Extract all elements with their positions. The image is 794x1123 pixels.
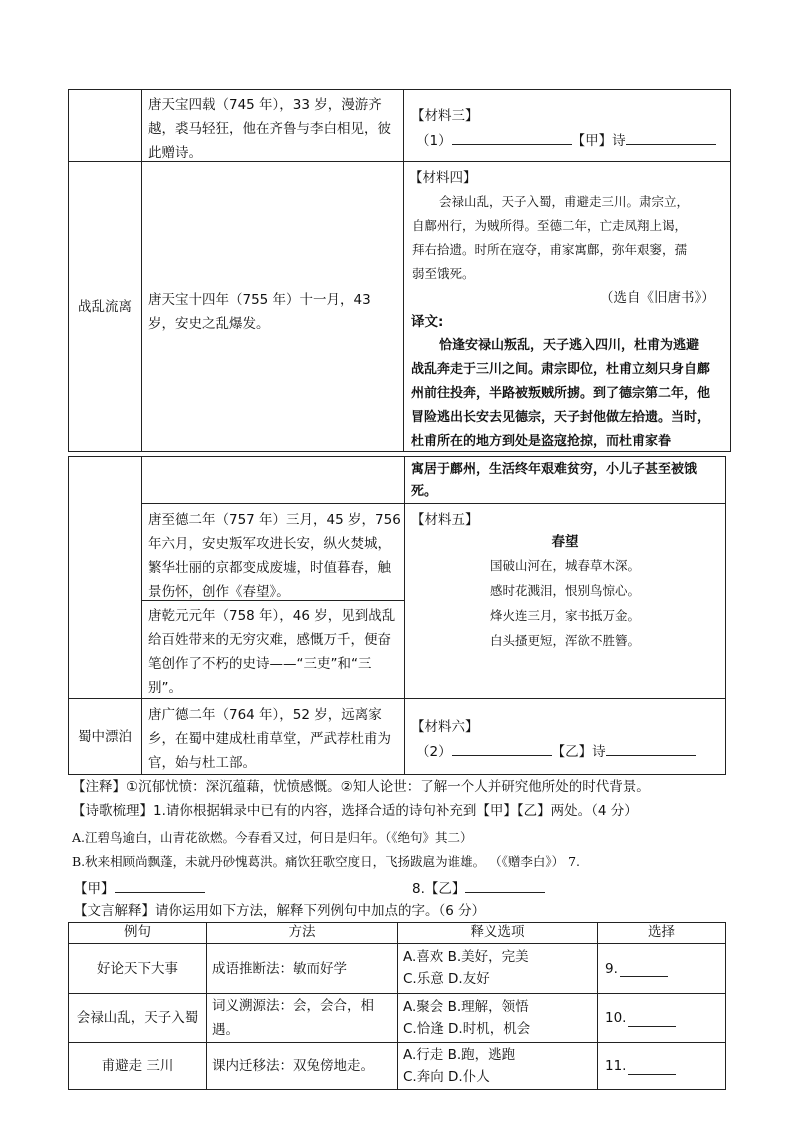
example-10: 会禄山乱，天子入蜀 (76, 1010, 199, 1026)
yi-label: 【乙】诗 (551, 744, 606, 760)
poem-option-b: B.秋来相顾尚飘蓬，未就丹砂愧葛洪。痛饮狂歌空度日，飞扬跋扈为谁雄。 （《赠李白》） 7. (72, 854, 581, 869)
yi-blank-tail (606, 739, 696, 756)
poem-option-a: A.江碧鸟逾白，山青花欲燃。今春看又过，何日是归年。（《绝句》其二） (72, 830, 473, 845)
header-options: 释义选项 (470, 924, 525, 940)
material-5-title: 【材料五】 (411, 512, 479, 528)
header-method: 方法 (288, 924, 316, 940)
event-755: 唐天宝十四年（755 年）十一月，43 岁，安史之乱爆发。 (148, 292, 371, 332)
event-757: 唐至德二年（757 年）三月，45 岁，756年六月，安史叛军攻进长安，纵火焚城，繁华壮丽的京都变成废墟，时值暮春，触景伤怀，创作《春望》。 (148, 512, 401, 600)
method-11: 课内迁移法：双兔傍地走。 (212, 1058, 374, 1074)
answer-jia-blank[interactable] (115, 876, 205, 893)
event-758: 唐乾元元年（758 年），46 岁，见到战乱给百姓带来的无穷灾难，感慨万千，便奋笔创作了不朽的史诗——“三吏”和“三别”。 (148, 608, 396, 696)
poem-question-intro: 【诗歌梳理】1.请你根据辑录中已有的内容，选择合适的诗句补充到【甲】【乙】两处。（4 分） (72, 803, 638, 819)
fill-number: （1） (416, 133, 452, 149)
method-10: 词义溯源法：会，会合，相遇。 (212, 998, 374, 1038)
answer-yi: 8.【乙】 (412, 876, 545, 901)
jia-blank[interactable] (452, 128, 572, 145)
material-4-title: 【材料四】 (409, 170, 477, 186)
material-6-title: 【材料六】 (411, 719, 479, 735)
header-example: 例句 (124, 924, 151, 940)
translation-continued: 寓居于鄜州，生活终年艰难贫穷，小儿子甚至被饿 死。 (411, 462, 698, 499)
period-shu: 蜀中漂泊 (78, 728, 132, 745)
choice-10-blank[interactable] (628, 1010, 676, 1027)
answer-yi-blank[interactable] (465, 876, 545, 893)
choice-11: 11. (605, 1043, 676, 1089)
event-745: 唐天宝四载（745 年），33 岁，漫游齐越，裘马轻狂，他在齐鲁与李白相见，彼此赠诗。 (148, 97, 391, 161)
choice-9-blank[interactable] (620, 960, 668, 977)
options-9: A.喜欢 B.美好，完美 C.乐意 D.友好 (403, 949, 529, 987)
material-4-source: （选自《旧唐书》） (600, 290, 715, 306)
method-9: 成语推断法：敏而好学 (212, 960, 347, 977)
choice-9: 9. (605, 944, 668, 993)
material-6-fill (416, 739, 716, 764)
material-3-title: 【材料三】 (411, 108, 479, 124)
notes: 【注释】①沉郁忧愤：深沉蕴藉，忧愤感慨。②知人论世：了解一个人并研究他所处的时代背景。 (72, 779, 650, 795)
period-war: 战乱流离 (78, 298, 132, 315)
material-3-fill (416, 128, 716, 153)
example-9: 好论天下大事 (97, 960, 178, 977)
options-11: A.行走 B.跑，逃跑 C.奔向 D.仆人 (403, 1047, 516, 1085)
classical-question-intro: 【文言解释】请你运用如下方法，解释下列例句中加点的字。（6 分） (74, 903, 486, 919)
header-choice: 选择 (648, 924, 675, 940)
jia-label: 【甲】诗 (571, 133, 626, 149)
choice-11-blank[interactable] (628, 1058, 676, 1075)
example-11: 甫避走 三川 (101, 1058, 174, 1074)
material-4-translation: 恰逢安禄山叛乱，天子逃入四川，杜甫为逃避 战乱奔走于三川之间。肃宗即位，杜甫立刻只身自鄜 州前往投奔，半路被叛贼所掳。到了德宗第二年，他 冒险逃出长安去见德宗，天子封他做左拾遗。当时， 杜甫所在的地方到处是盗寇抢掠，而杜甫家眷 (411, 338, 711, 449)
poem-body: 国破山河在，城春草木深。 感时花溅泪，恨别鸟惊心。 烽火连三月，家书抵万金。 白头搔更短，浑欲不胜簪。 (489, 558, 640, 648)
options-10: A.聚会 B.理解，领悟 C.恰逢 D.时机，机会 (403, 999, 531, 1037)
yi-blank[interactable] (452, 739, 552, 756)
poem-title: 春望 (551, 534, 579, 550)
fill-number: （2） (416, 744, 452, 760)
event-764: 唐广德二年（764 年），52 岁，远离家乡，在蜀中建成杜甫草堂，严武荐杜甫为官，始与杜工部。 (148, 707, 391, 771)
translation-label: 译文: (411, 314, 444, 330)
choice-10: 10. (605, 994, 676, 1042)
answer-jia: 【甲】 (74, 876, 205, 901)
material-4-classical: 会禄山乱，天子入蜀，甫避走三川。肃宗立， 自鄜州行，为贼所得。至德二年，亡走凤翔上谒， 拜右拾遗。时所在寇夺，甫家寓鄜，弥年艰窭，孺 弱至饿死。 (412, 194, 690, 281)
jia-blank-tail (626, 128, 716, 145)
